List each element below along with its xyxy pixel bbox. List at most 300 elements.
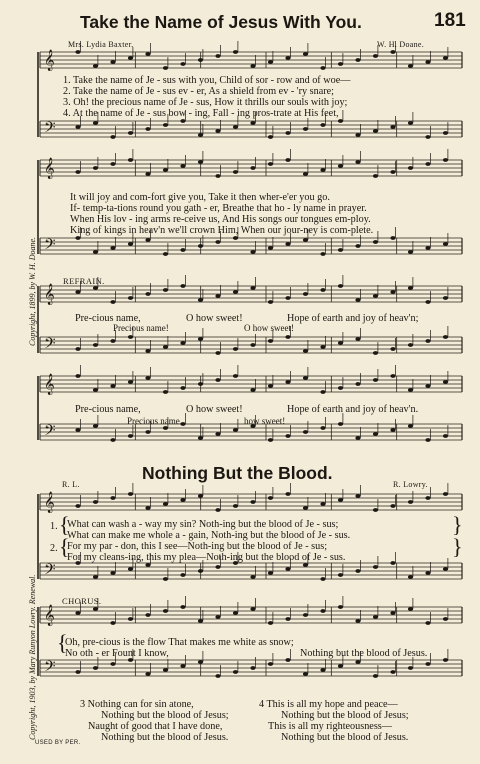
stanza4-line: 4 This is all my hope and peace— [259, 699, 398, 710]
notehead [320, 168, 325, 172]
page-number: 181 [434, 10, 466, 31]
notehead [303, 238, 308, 242]
notehead [320, 345, 325, 349]
notehead [268, 438, 273, 442]
notehead [408, 343, 413, 347]
notehead [373, 54, 378, 58]
refrain-lyric: Pre-cious name, [75, 313, 141, 324]
verse-number: 1. [50, 521, 58, 532]
refrain-lyric: Hope of earth and joy of heav'n. [287, 404, 419, 415]
notehead [285, 158, 290, 162]
notehead [373, 615, 378, 619]
hymn1-composer: W. H. Doane. [377, 40, 425, 49]
notehead [268, 339, 273, 343]
notehead [180, 664, 185, 668]
notehead [320, 426, 325, 430]
notehead [93, 500, 98, 504]
refrain-echo: Precious name! [113, 323, 169, 333]
notehead [198, 436, 203, 440]
notehead [355, 494, 360, 498]
notehead [338, 498, 343, 502]
notehead [425, 300, 430, 304]
notehead [128, 335, 133, 339]
notehead [250, 500, 255, 504]
notehead [285, 434, 290, 438]
notehead [250, 286, 255, 290]
clef: 𝄞 [44, 492, 55, 513]
notehead [128, 56, 133, 60]
notehead [145, 613, 150, 617]
notehead [110, 496, 115, 500]
notehead [443, 335, 448, 339]
notehead [75, 290, 80, 294]
stanza3-line: Naught of good that I have done, [88, 721, 223, 732]
notehead [198, 244, 203, 248]
brace: } [452, 512, 463, 537]
notehead [215, 565, 220, 569]
notehead [425, 438, 430, 442]
notehead [390, 504, 395, 508]
notehead [110, 300, 115, 304]
notehead [425, 621, 430, 625]
notehead [285, 617, 290, 621]
notehead [373, 378, 378, 382]
clef: 𝄞 [44, 158, 55, 179]
notehead [373, 432, 378, 436]
notehead [390, 125, 395, 129]
notehead [303, 672, 308, 676]
notehead [355, 160, 360, 164]
hymn1-verse-line: When His lov - ing arms re-ceive us, And His songs our tongues em-ploy. [70, 214, 371, 225]
notehead [443, 567, 448, 571]
notehead [338, 248, 343, 252]
notehead [285, 56, 290, 60]
notehead [215, 294, 220, 298]
hymn1-verse-line: 3. Oh! the precious name of Je - sus, How it thrills our souls with joy; [63, 97, 348, 108]
notehead [338, 386, 343, 390]
notehead [110, 162, 115, 166]
notehead [145, 563, 150, 567]
notehead [373, 174, 378, 178]
notehead [180, 605, 185, 609]
notehead [128, 158, 133, 162]
notehead [198, 160, 203, 164]
notehead [215, 615, 220, 619]
stanza4-line: Nothing but the blood of Jesus; [281, 710, 409, 721]
notehead [128, 492, 133, 496]
notehead [110, 60, 115, 64]
notehead [180, 573, 185, 577]
notehead [268, 571, 273, 575]
notehead [198, 382, 203, 386]
notehead [268, 621, 273, 625]
notehead [443, 242, 448, 246]
notehead [425, 496, 430, 500]
hymn1-verse-line: It will joy and com-fort give you, Take it then wher-e'er you go. [70, 192, 330, 203]
notehead [408, 166, 413, 170]
notehead [233, 347, 238, 351]
notehead [198, 494, 203, 498]
notehead [215, 240, 220, 244]
hymn1-verse-line: 2. Take the name of Je - sus ev - er, As a shield from ev - 'ry snare; [63, 86, 334, 97]
notehead [425, 662, 430, 666]
notehead [233, 670, 238, 674]
brace: } [452, 534, 463, 559]
chorus-lyric: Nothing but the blood of Jesus. [300, 648, 428, 659]
hymn2-verse-line: For my cleans-ing, this my plea—Noth-ing but the blood of Je - sus. [67, 552, 346, 563]
hymn2-verse-line: What can make me whole a - gain, Noth-ing but the blood of Je - sus. [67, 530, 351, 541]
notehead [75, 670, 80, 674]
verse-number: 2. [50, 543, 58, 554]
notehead [198, 619, 203, 623]
notehead [145, 376, 150, 380]
notehead [145, 292, 150, 296]
notehead [180, 284, 185, 288]
notehead [233, 170, 238, 174]
notehead [408, 388, 413, 392]
notehead [443, 617, 448, 621]
notehead [408, 607, 413, 611]
notehead [338, 119, 343, 123]
notehead [75, 125, 80, 129]
notehead [180, 248, 185, 252]
notehead [390, 374, 395, 378]
chorus-lyric: No oth - er Fount I know, [65, 648, 169, 659]
stanza3-line: Nothing but the blood of Jesus; [101, 710, 229, 721]
notehead [215, 54, 220, 58]
brace: { [57, 630, 68, 655]
notehead [390, 236, 395, 240]
notehead [355, 337, 360, 341]
notehead [233, 50, 238, 54]
notehead [408, 500, 413, 504]
notehead [215, 378, 220, 382]
notehead [355, 569, 360, 573]
notehead [215, 174, 220, 178]
notehead [75, 504, 80, 508]
hymn1-verse-line: If- temp-ta-tions round you gath - er, Breathe that ho - ly name in prayer. [70, 203, 367, 214]
notehead [250, 250, 255, 254]
notehead [268, 496, 273, 500]
notehead [355, 619, 360, 623]
hymn2-title: Nothing But the Blood. [142, 463, 333, 483]
notehead [110, 384, 115, 388]
notehead [408, 286, 413, 290]
notehead [320, 668, 325, 672]
notehead [75, 170, 80, 174]
notehead [268, 60, 273, 64]
notehead [338, 284, 343, 288]
notehead [75, 428, 80, 432]
refrain-echo: how sweet! [244, 416, 286, 426]
notehead [163, 609, 168, 613]
notehead [373, 294, 378, 298]
refrain-lyric: O how sweet! [186, 313, 243, 324]
notehead [425, 339, 430, 343]
hymn1-copyright: Copyright, 1899, by W. H. Doane. [28, 236, 37, 346]
notehead [303, 349, 308, 353]
notehead [425, 135, 430, 139]
hymn1-verse-line: King of kings in heav'n we'll crown Him, When our jour-ney is com-plete. [70, 225, 374, 236]
notehead [443, 380, 448, 384]
notehead [338, 164, 343, 168]
notehead [355, 58, 360, 62]
notehead [408, 64, 413, 68]
notehead [285, 296, 290, 300]
notehead [128, 567, 133, 571]
stanza3-line: Nothing but the blood of Jesus. [101, 732, 229, 743]
notehead [303, 127, 308, 131]
notehead [128, 617, 133, 621]
notehead [268, 246, 273, 250]
notehead [163, 252, 168, 256]
hymn2-verse-line: What can wash a - way my sin? Noth-ing but the blood of Je - sus; [67, 519, 339, 530]
notehead [250, 121, 255, 125]
notehead [233, 504, 238, 508]
brace: { [59, 512, 70, 537]
notehead [408, 250, 413, 254]
hymn2-copyright: Copyright, 1903, by Mary Runyon Lowry. Renewal. [28, 574, 37, 740]
notehead [443, 434, 448, 438]
notehead [390, 290, 395, 294]
notehead [320, 252, 325, 256]
notehead [285, 658, 290, 662]
notehead [443, 296, 448, 300]
notehead [338, 573, 343, 577]
notehead [110, 438, 115, 442]
notehead [145, 430, 150, 434]
notehead [180, 164, 185, 168]
notehead [128, 131, 133, 135]
notehead [110, 339, 115, 343]
hymn2-author: R. L. [62, 480, 80, 489]
notehead [163, 502, 168, 506]
hymn1-verse-line: 4. At the name of Je - sus bow - ing, Fall - ing pros-trate at His feet, [63, 108, 339, 119]
notehead [268, 384, 273, 388]
notehead [233, 374, 238, 378]
notehead [285, 492, 290, 496]
notehead [93, 666, 98, 670]
notehead [145, 349, 150, 353]
notehead [303, 52, 308, 56]
clef: 𝄢 [44, 658, 56, 679]
notehead [408, 424, 413, 428]
refrain-label: REFRAIN. [63, 276, 105, 286]
notehead [390, 428, 395, 432]
notehead [128, 434, 133, 438]
stanza3-line: 3 Nothing can for sin atone, [80, 699, 194, 710]
notehead [110, 246, 115, 250]
notehead [198, 660, 203, 664]
notehead [145, 238, 150, 242]
notehead [215, 351, 220, 355]
notehead [93, 250, 98, 254]
clef: 𝄞 [44, 605, 55, 626]
notehead [320, 577, 325, 581]
notehead [250, 575, 255, 579]
notehead [425, 384, 430, 388]
notehead [198, 58, 203, 62]
notehead [163, 123, 168, 127]
refrain-lyric: O how sweet! [186, 404, 243, 415]
notehead [180, 386, 185, 390]
notehead [233, 236, 238, 240]
notehead [390, 561, 395, 565]
notehead [373, 351, 378, 355]
notehead [250, 64, 255, 68]
notehead [250, 166, 255, 170]
clef: 𝄞 [44, 50, 55, 71]
notehead [233, 125, 238, 129]
clef: 𝄢 [44, 236, 56, 257]
stanza4-line: Nothing but the blood of Jesus. [281, 732, 409, 743]
notehead [303, 172, 308, 176]
hymn1-author: Mrs. Lydia Baxter. [68, 40, 134, 49]
notehead [180, 341, 185, 345]
notehead [110, 135, 115, 139]
notehead [145, 172, 150, 176]
notehead [390, 347, 395, 351]
notehead [163, 288, 168, 292]
notehead [128, 296, 133, 300]
notehead [320, 502, 325, 506]
chorus-lyric: Oh, pre-cious is the flow That makes me white as snow; [65, 637, 294, 648]
clef: 𝄢 [44, 422, 56, 443]
notehead [390, 50, 395, 54]
notehead [145, 506, 150, 510]
notehead [163, 168, 168, 172]
notehead [320, 123, 325, 127]
clef: 𝄢 [44, 335, 56, 356]
notehead [180, 62, 185, 66]
clef: 𝄢 [44, 119, 56, 140]
notehead [110, 621, 115, 625]
notehead [285, 131, 290, 135]
notehead [268, 662, 273, 666]
notehead [180, 119, 185, 123]
notehead [443, 658, 448, 662]
notehead [75, 347, 80, 351]
notehead [355, 436, 360, 440]
notehead [338, 664, 343, 668]
notehead [198, 298, 203, 302]
notehead [390, 611, 395, 615]
notehead [110, 662, 115, 666]
notehead [408, 121, 413, 125]
notehead [198, 569, 203, 573]
notehead [303, 563, 308, 567]
notehead [373, 508, 378, 512]
notehead [163, 426, 168, 430]
notehead [145, 672, 150, 676]
notehead [93, 286, 98, 290]
notehead [128, 242, 133, 246]
notehead [373, 240, 378, 244]
notehead [355, 244, 360, 248]
notehead [373, 674, 378, 678]
notehead [425, 571, 430, 575]
notehead [163, 66, 168, 70]
notehead [338, 422, 343, 426]
notehead [408, 575, 413, 579]
refrain-echo: Precious name. [127, 416, 182, 426]
notehead [425, 162, 430, 166]
notehead [338, 341, 343, 345]
notehead [75, 50, 80, 54]
hymn1-verse-line: 1. Take the name of Je - sus with you, Child of sor - row and of woe— [63, 75, 351, 86]
notehead [93, 607, 98, 611]
notehead [233, 290, 238, 294]
notehead [373, 565, 378, 569]
notehead [355, 298, 360, 302]
notehead [285, 567, 290, 571]
notehead [355, 382, 360, 386]
notehead [338, 62, 343, 66]
notehead [75, 236, 80, 240]
notehead [75, 374, 80, 378]
notehead [390, 670, 395, 674]
notehead [355, 133, 360, 137]
notehead [285, 242, 290, 246]
notehead [163, 345, 168, 349]
notehead [215, 129, 220, 133]
notehead [93, 64, 98, 68]
refrain-echo: O how sweet! [244, 323, 294, 333]
notehead [355, 660, 360, 664]
notehead [93, 121, 98, 125]
clef: 𝄢 [44, 561, 56, 582]
notehead [93, 424, 98, 428]
notehead [338, 605, 343, 609]
hymn2-composer: R. Lowry. [393, 480, 428, 489]
stanza4-line: This is all my righteousness— [268, 721, 392, 732]
notehead [250, 607, 255, 611]
notehead [110, 571, 115, 575]
notehead [443, 131, 448, 135]
notehead [408, 666, 413, 670]
notehead [320, 390, 325, 394]
notehead [93, 575, 98, 579]
notehead [320, 66, 325, 70]
notehead [198, 337, 203, 341]
notehead [303, 376, 308, 380]
notehead [93, 343, 98, 347]
notehead [215, 674, 220, 678]
notehead [215, 508, 220, 512]
notehead [128, 380, 133, 384]
notehead [443, 56, 448, 60]
clef: 𝄞 [44, 374, 55, 395]
brace: { [59, 534, 70, 559]
notehead [320, 609, 325, 613]
notehead [268, 300, 273, 304]
notehead [390, 170, 395, 174]
notehead [443, 492, 448, 496]
notehead [373, 129, 378, 133]
notehead [93, 166, 98, 170]
notehead [145, 127, 150, 131]
notehead [180, 498, 185, 502]
notehead [198, 133, 203, 137]
notehead [268, 135, 273, 139]
notehead [425, 60, 430, 64]
notehead [75, 611, 80, 615]
notehead [303, 292, 308, 296]
clef: 𝄞 [44, 284, 55, 305]
notehead [285, 335, 290, 339]
notehead [443, 158, 448, 162]
notehead [303, 506, 308, 510]
